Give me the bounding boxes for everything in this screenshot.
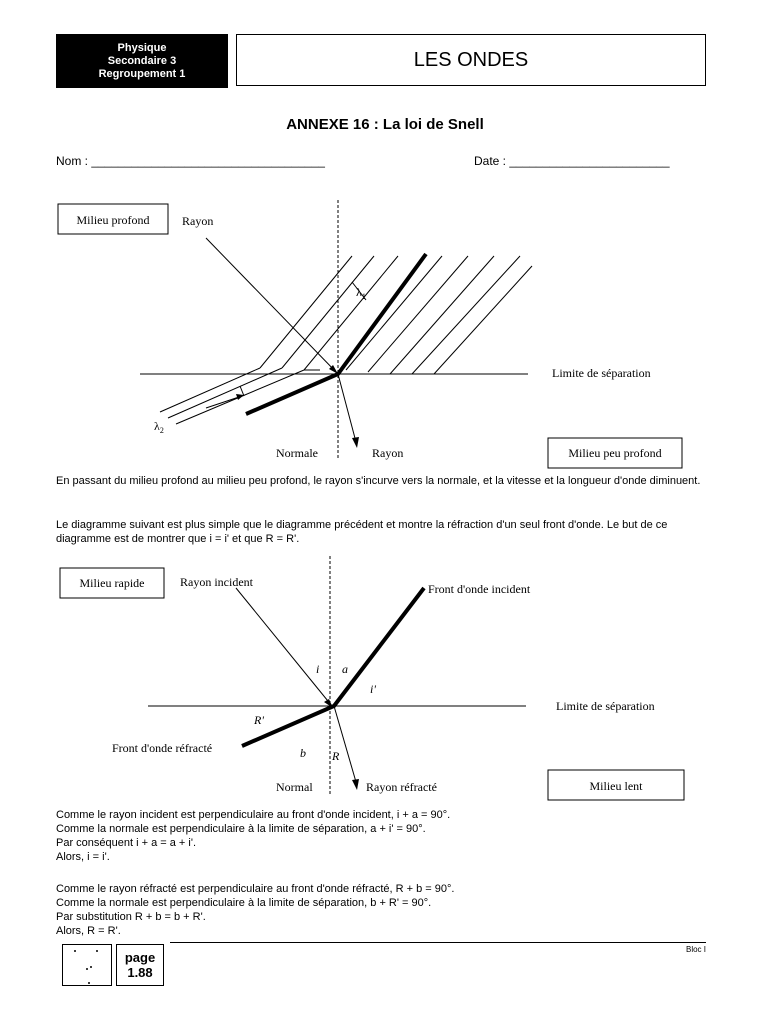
paragraph-purpose: Le diagramme suivant est plus simple que le diagramme précédent et montre la réfraction d'un seul front d'onde. Le but de ce diagramme est de montrer que i = i' et que R = R'. (56, 519, 668, 545)
deep-wavefronts (260, 256, 532, 374)
lambda2-symbol: $\lambda_2$ (154, 419, 164, 435)
normal-label: Normal (276, 780, 313, 794)
course-level: Secondaire 3 (107, 54, 177, 67)
incident-ray (236, 588, 332, 706)
bloc-label: Bloc I (685, 945, 706, 954)
logo-icon (62, 944, 112, 986)
arrow-down-icon (352, 779, 359, 790)
paragraph-refraction: En passant du milieu profond au milieu peu profond, le rayon s'incurve vers la normale, et la vitesse et la longueur d'onde diminuent. (56, 475, 701, 487)
reasoning-line: Comme la normale est perpendiculaire à la limite de séparation, a + i' = 90°. (56, 823, 426, 835)
chapter-title: LES ONDES (413, 48, 529, 71)
reasoning-line: Comme le rayon incident est perpendiculaire au front d'onde incident, i + a = 90°. (56, 809, 451, 821)
date-field-label: Date : ________________________ (474, 154, 670, 168)
angle-R-label: R (332, 749, 340, 763)
angle-i-label: i (316, 662, 320, 676)
fast-medium-label: Milieu rapide (79, 576, 145, 590)
reasoning-line: Comme le rayon réfracté est perpendiculaire au front d'onde réfracté, R + b = 90°. (56, 883, 455, 895)
shallow-medium-label: Milieu peu profond (568, 446, 662, 460)
chapter-title-box (236, 34, 706, 86)
angle-R-prime-label: R' (254, 713, 264, 727)
incident-ray-label: Rayon (182, 214, 214, 228)
reasoning-line: Alors, R = R'. (56, 925, 121, 937)
reasoning-line: Par substitution R + b = b + R'. (56, 911, 206, 923)
name-field-label: Nom : ___________________________________ (56, 154, 325, 168)
refracted-ray-label: Rayon (372, 446, 404, 460)
boundary-label: Limite de séparation (552, 366, 651, 380)
bold-wavefront (242, 588, 424, 746)
lambda1-symbol: $\lambda_1$ (356, 285, 366, 301)
angle-b-label: b (300, 746, 306, 760)
snell-angle-diagram (0, 550, 770, 806)
incident-front-label: Front d'onde incident (428, 582, 531, 596)
refracted-ray-label: Rayon réfracté (366, 780, 437, 794)
bold-wavefront (246, 254, 426, 414)
slow-medium-label: Milieu lent (589, 779, 643, 793)
reasoning-line: Par conséquent i + a = a + i'. (56, 837, 196, 849)
reasoning-refracted (56, 882, 716, 938)
page-number: 1.88 (127, 965, 153, 980)
refracted-ray (334, 706, 356, 782)
refracted-ray (338, 374, 356, 442)
footer-rule (170, 942, 706, 943)
wave-refraction-diagram (0, 190, 770, 470)
angle-i-prime-label: i' (370, 682, 376, 696)
arrow-down-icon (352, 437, 359, 448)
deep-medium-label: Milieu profond (76, 213, 150, 227)
refracted-front-label: Front d'onde réfracté (112, 741, 213, 755)
course-info-box (56, 34, 228, 88)
normal-label: Normale (276, 446, 318, 460)
reasoning-line: Comme la normale est perpendiculaire à la limite de séparation, b + R' = 90°. (56, 897, 432, 909)
annex-title: ANNEXE 16 : La loi de Snell (286, 116, 484, 133)
reasoning-line: Alors, i = i'. (56, 851, 110, 863)
page-number-box (116, 944, 164, 986)
boundary-label: Limite de séparation (556, 699, 655, 713)
reasoning-incident (56, 808, 716, 864)
incident-ray-label: Rayon incident (180, 575, 253, 589)
course-group: Regroupement 1 (98, 67, 186, 80)
course-subject: Physique (117, 41, 167, 54)
angle-a-label: a (342, 662, 348, 676)
page-label: page (124, 950, 156, 965)
